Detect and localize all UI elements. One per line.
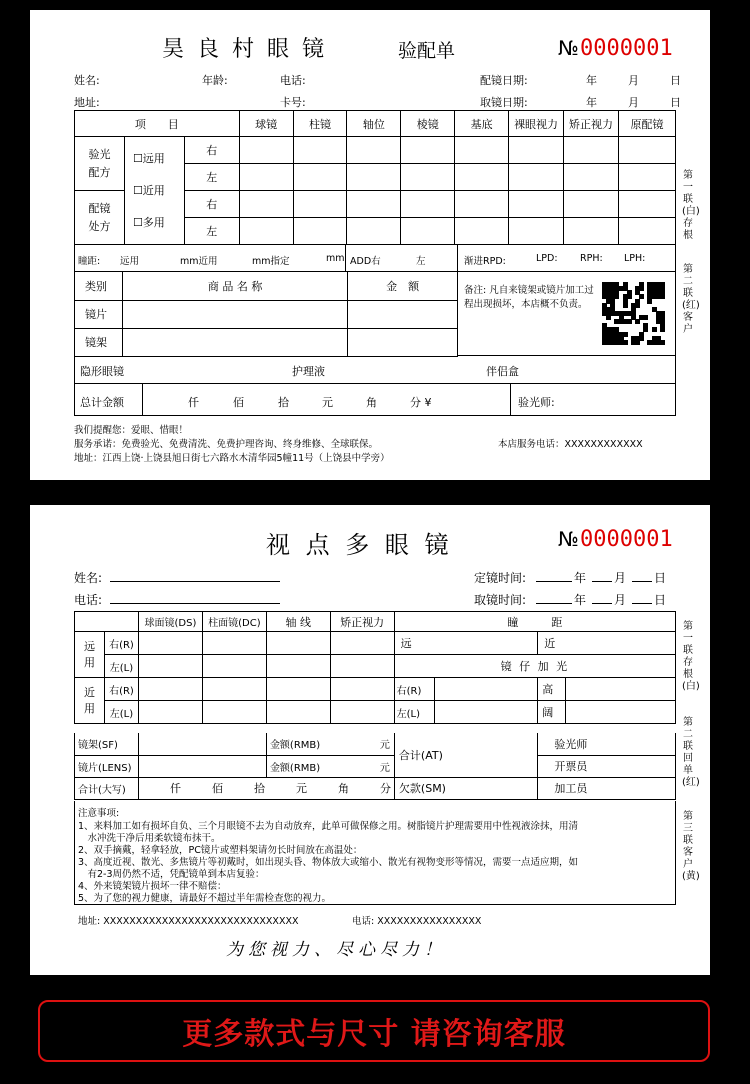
right-eye-label: 右(R) (104, 632, 138, 655)
footer-service: 服务承诺：免费验光、免费清洗、免费护理咨询、终身维修、全球联保。 (74, 439, 379, 450)
left-eye-label: 左 (184, 164, 239, 191)
caps-units: 仟 佰 拾 元 角 分 (138, 777, 394, 799)
use-options[interactable] (124, 137, 184, 245)
lpd: LPD: (536, 253, 558, 264)
care-solution-label: 护理液 (292, 365, 325, 378)
day-label: 日 (670, 74, 681, 87)
fitting-date-label: 配镜日期: (480, 74, 528, 87)
header-corrected-vision: 矫正视力 (330, 612, 394, 632)
header-cylinder: 柱面镜(DC) (202, 612, 266, 632)
notes-title: 注意事项: (78, 808, 120, 819)
header-sphere: 球面镜(DS) (138, 612, 202, 632)
pd-far-label: 远 (394, 632, 538, 655)
note-text: 备注: 凡自来镜架或镜片加工过程出现损坏，本店概不负责。 (464, 285, 594, 310)
note-line: 1、来料加工如有损坏自负、三个月眼镜不去为自动放弃，此单可做保修之用。树脂镜片护理需要用中性视液涂抹，用清 (78, 821, 579, 832)
left-eye-label: 左(L) (104, 701, 138, 724)
month-label: 月 (614, 593, 627, 607)
number-symbol: № (558, 527, 579, 551)
pd-mm: mm (326, 253, 345, 264)
right-eye-label: 右(R) (104, 678, 138, 701)
footer-address: 地址: XXXXXXXXXXXXXXXXXXXXXXXXXXXXXX (78, 916, 299, 927)
copy-label-2: 第二联(红)客户 (682, 264, 700, 335)
unit-hundred: 佰 (233, 396, 244, 409)
inquiry-banner[interactable]: 更多款式与尺寸 请咨询客服 (38, 1000, 710, 1062)
month-label: 月 (628, 96, 639, 109)
qr-code (602, 282, 664, 344)
copy-label-1: 第一联(白)存根 (682, 170, 700, 241)
prescription-form-2 (30, 505, 710, 975)
lens-label: 镜片(LENS) (75, 755, 139, 777)
year-label: 年 (586, 74, 597, 87)
group-optometry: 验光配方 (75, 137, 125, 191)
add-right-label: 右(R) (394, 678, 434, 701)
pd-near: mm近用 (180, 256, 218, 267)
pickup-date-label: 取镜日期: (480, 96, 528, 109)
optometrist-label: 验光师: (518, 396, 555, 409)
amount-table (74, 733, 676, 800)
header-sphere: 球镜 (239, 111, 293, 137)
category-header: 类别 (75, 272, 123, 300)
unit-thousand: 仟 (188, 396, 199, 409)
option-far[interactable]: ☐远用 (132, 151, 165, 165)
rph: RPH: (580, 253, 603, 264)
near-group: 近用 (75, 678, 105, 724)
day-label: 日 (670, 96, 681, 109)
unit-ten: 拾 (278, 396, 289, 409)
amount-label: 金额(RMB) 元 (266, 733, 394, 755)
header-corrected-vision: 矫正视力 (564, 111, 619, 137)
footer-reminder: 我们提醒您：爱眼、惜眼！ (74, 425, 189, 436)
year-label: 年 (574, 571, 587, 585)
year-label: 年 (586, 96, 597, 109)
card-label: 卡号: (280, 96, 306, 109)
copy-label-1: 第一联存根(白) (682, 621, 700, 692)
total-caps-label: 合计(大写) (75, 777, 139, 799)
left-eye-label: 左(L) (104, 655, 138, 678)
left-eye-label: 左 (184, 218, 239, 245)
copy-label-3: 第三联客户(黄) (682, 811, 700, 882)
lens-label: 镜片 (75, 300, 123, 328)
form-title: 验配单 (398, 40, 456, 62)
add-left-label: 左(L) (394, 701, 434, 724)
far-group: 远用 (75, 632, 105, 678)
pd-specified: mm指定 (252, 256, 290, 267)
note-line: 有2-3周仍然不适，凭配镜单到本店复验： (78, 869, 265, 880)
unit-yuan: 元 (322, 396, 333, 409)
cashier-label: 开票员 (538, 755, 676, 777)
note-line: 4、外来镜架镜片损坏一律不赔偿： (78, 881, 227, 892)
note-line: 水冲洗干净后用柔软镜布抹干。 (78, 833, 221, 844)
name-label: 姓名: (74, 571, 103, 585)
product-table (74, 272, 458, 357)
serial-number: 0000001 (580, 527, 673, 552)
lens-case-label: 伴侣盒 (486, 365, 519, 378)
processor-label: 加工员 (538, 777, 676, 799)
frame-label: 镜架 (75, 328, 123, 356)
serial-number: 0000001 (580, 36, 673, 61)
lph: LPH: (624, 253, 646, 264)
note-line: 2、双手摘戴，轻拿轻放，PC镜片或塑料架请勿长时间放在高温处： (78, 845, 363, 856)
note-line: 5、为了您的视力健康，请最好不超过半年需检查您的视力。 (78, 893, 332, 904)
shop-name: 视 点 多 眼 镜 (266, 531, 453, 559)
prescription-table (74, 611, 676, 724)
number-symbol: № (558, 36, 579, 60)
amount-label: 金额(RMB) 元 (266, 755, 394, 777)
footer-service-phone: 本店服务电话：XXXXXXXXXXXX (498, 439, 643, 450)
phone-label: 电话: (74, 593, 103, 607)
right-eye-label: 右 (184, 191, 239, 218)
total-amount-label: 总计金额 (80, 396, 124, 409)
unit-fen: 分 ¥ (410, 396, 432, 409)
pd-label: 瞳距: (78, 256, 101, 267)
frame-label: 镜架(SF) (75, 733, 139, 755)
prescription-table (74, 110, 676, 245)
progressive-rpd: 渐进RPD: (464, 256, 506, 267)
month-label: 月 (628, 74, 639, 87)
header-axis: 轴 线 (266, 612, 330, 632)
note-line: 3、高度近视、散光、多焦镜片等初戴时，如出现头昏、物体放大或缩小、散光有视物变形等情况，需要一点适应期，如 (78, 857, 579, 868)
age-label: 年龄: (202, 74, 228, 87)
right-eye-label: 右 (184, 137, 239, 164)
pd-near-label: 近 (538, 632, 676, 655)
shop-name: 昊 良 村 眼 镜 (162, 37, 327, 62)
product-name-header: 商 品 名 称 (122, 272, 347, 300)
lens-processing-label: 镜 仔 加 光 (394, 655, 675, 678)
owed-label: 欠款(SM) (394, 777, 538, 799)
header-cylinder: 柱镜 (293, 111, 347, 137)
header-prism: 棱镜 (401, 111, 455, 137)
footer-address: 地址：江西上饶·上饶县旭日街七六路水木清华园5幢11号（上饶县中学旁） (74, 453, 390, 464)
header-axis: 轴位 (347, 111, 401, 137)
pickup-time-label: 取镜时间: (474, 593, 527, 607)
option-multi[interactable]: ☐多用 (132, 215, 165, 229)
unit-jiao: 角 (366, 396, 377, 409)
header-item: 项 目 (75, 111, 240, 137)
slogan: 为您视力、尽心尽力！ (226, 940, 446, 960)
contact-row (74, 356, 676, 384)
day-label: 日 (654, 571, 667, 585)
contact-lens-label: 隐形眼镜 (80, 365, 124, 378)
add-left: 左 (416, 256, 426, 267)
order-time-label: 定镜时间: (474, 571, 527, 585)
group-prescription: 配镜处方 (75, 191, 125, 245)
header-original: 原配镜 (619, 111, 676, 137)
header-pd: 瞳 距 (394, 612, 675, 632)
year-label: 年 (574, 593, 587, 607)
option-near[interactable]: ☐近用 (132, 183, 165, 197)
width-label: 阔 (538, 701, 566, 724)
header-naked-vision: 裸眼视力 (509, 111, 564, 137)
header-base: 基底 (455, 111, 509, 137)
phone-label: 电话: (280, 74, 306, 87)
prescription-form-1 (30, 10, 710, 480)
month-label: 月 (614, 571, 627, 585)
amount-header: 金 额 (348, 272, 458, 300)
name-label: 姓名: (74, 74, 100, 87)
optometrist-label: 验光师 (538, 733, 676, 755)
footer-phone: 电话: XXXXXXXXXXXXXXXX (352, 916, 482, 927)
address-label: 地址: (74, 96, 100, 109)
copy-label-2: 第二联回单(红) (682, 717, 700, 788)
pd-far: 远用 (120, 256, 140, 267)
add-right: ADD右 (350, 256, 381, 267)
day-label: 日 (654, 593, 667, 607)
total-at-label: 合计(AT) (394, 733, 538, 777)
height-label: 高 (538, 678, 566, 701)
